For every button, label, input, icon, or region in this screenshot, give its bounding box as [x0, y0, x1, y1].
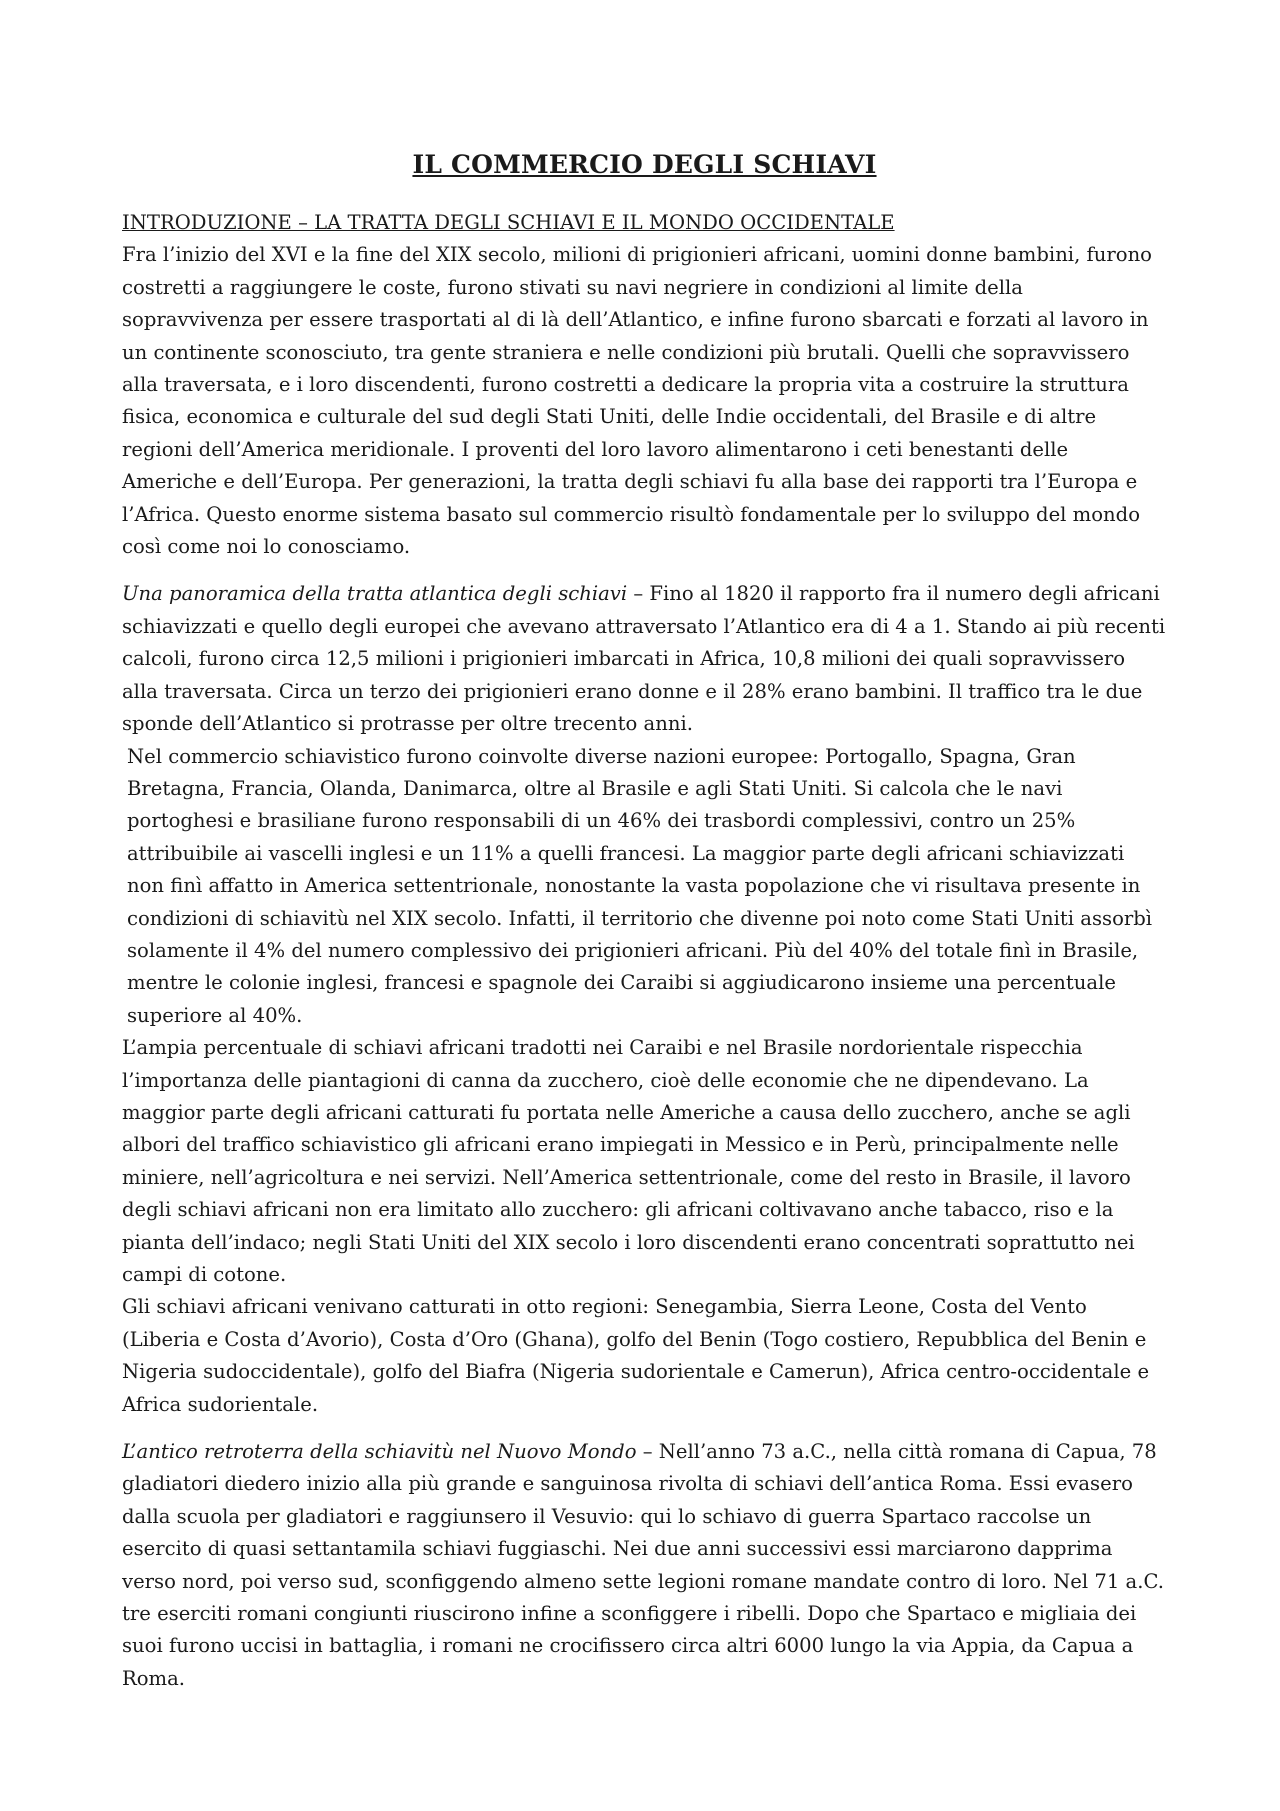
intro-paragraph: Fra l’inizio del XVI e la fine del XIX secolo, milioni di prigionieri africani, uomini donne bambini, furono costretti a raggiungere le coste, furono stivati su navi negriere in condizioni al limite della sopravvivenza per essere trasportati al di là dell’Atlantico, e infine furono sbarcati e forzati al lavoro in un continente sconosciuto, tra gente straniera e nelle condizioni più brutali. Quelli che sopravvissero alla traversata, e i loro discendenti, furono costretti a dedicare la propria vita a costruire la struttura fisica, economica e culturale del sud degli Stati Uniti, delle Indie occidentali, del Brasile e di altre regioni dell’America meridionale. I proventi del loro lavoro alimentarono i ceti benestanti delle Americhe e dell’Europa. Per generazioni, la tratta degli schiavi fu alla base dei rapporti tra l’Europa e l’Africa. Questo enorme sistema basato sul commercio risultò fondamentale per lo sviluppo del mondo così come noi lo conosciamo. [122, 243, 1152, 559]
overview-section [122, 578, 1167, 1421]
ancient-section [122, 1436, 1167, 1695]
intro-heading: INTRODUZIONE – LA TRATTA DEGLI SCHIAVI E IL MONDO OCCIDENTALE [122, 211, 895, 234]
overview-lead-text: – Fino al 1820 il rapporto fra il numero degli africani schiavizzati e quello degli europei che avevano attraversato l’Atlantico era di 4 a 1. Stando ai più recenti calcoli, furono circa 12,5 milioni i prigionieri imbarcati in Africa, 10,8 milioni dei quali sopravvissero alla traversata. Circa un terzo dei prigionieri erano donne e il 28% erano bambini. Il traffico tra le due sponde dell’Atlantico si protrasse per oltre trecento anni. [122, 582, 1166, 736]
overview-paragraph-2: Nel commercio schiavistico furono coinvolte diverse nazioni europee: Portogallo, Spagna, Gran Bretagna, Francia, Olanda, Danimarca, oltre al Brasile e agli Stati Uniti. Si calcola che le navi portoghesi e brasiliane furono responsabili di un 46% dei trasbordi complessivi, contro un 25% attribuibile ai vascelli inglesi e un 11% a quelli francesi. La maggior parte degli africani schiavizzati non finì affatto in America settentrionale, nonostante la vasta popolazione che vi risultava presente in condizioni di schiavitù nel XIX secolo. Infatti, il territorio che divenne poi noto come Stati Uniti assorbì solamente il 4% del numero complessivo dei prigionieri africani. Più del 40% del totale finì in Brasile, mentre le colonie inglesi, francesi e spagnole dei Caraibi si aggiudicarono insieme una percentuale superiore al 40%. [127, 744, 1153, 1027]
ancient-paragraph [122, 1436, 1167, 1695]
ancient-lead: L’antico retroterra della schiavitù nel Nuovo Mondo [122, 1440, 637, 1464]
document-page [122, 150, 1167, 1710]
intro-section [122, 207, 1167, 563]
ancient-lead-text: – Nell’anno 73 a.C., nella città romana di Capua, 78 gladiatori diedero inizio alla più grande e sanguinosa rivolta di schiavi dell’antica Roma. Essi evasero dalla scuola per gladiatori e raggiunsero il Vesuvio: qui lo schiavo di guerra Spartaco raccolse un esercito di quasi settantamila schiavi fuggiaschi. Nei due anni successivi essi marciarono dapprima verso nord, poi verso sud, sconfiggendo almeno sette legioni romane mandate contro di loro. Nel 71 a.C. tre eserciti romani congiunti riuscirono infine a sconfiggere i ribelli. Dopo che Spartaco e migliaia dei suoi furono uccisi in battaglia, i romani ne crocifissero circa altri 6000 lungo la via Appia, da Capua a Roma. [122, 1440, 1164, 1690]
overview-paragraph-3: L’ampia percentuale di schiavi africani tradotti nei Caraibi e nel Brasile nordorientale rispecchia l’importanza delle piantagioni di canna da zucchero, cioè delle economie che ne dipendevano. La maggior parte degli africani catturati fu portata nelle Americhe a causa dello zucchero, anche se agli albori del traffico schiavistico gli africani erano impiegati in Messico e in Perù, principalmente nelle miniere, nell’agricoltura e nei servizi. Nell’America settentrionale, come del resto in Brasile, il lavoro degli schiavi africani non era limitato allo zucchero: gli africani coltivavano anche tabacco, riso e la pianta dell’indaco; negli Stati Uniti del XIX secolo i loro discendenti erano concentrati soprattutto nei campi di cotone. [122, 1036, 1135, 1286]
overview-paragraph-1 [122, 578, 1167, 740]
overview-lead: Una panoramica della tratta atlantica degli schiavi [122, 582, 628, 606]
overview-paragraph-4: Gli schiavi africani venivano catturati in otto regioni: Senegambia, Sierra Leone, Costa del Vento (Liberia e Costa d’Avorio), Costa d’Oro (Ghana), golfo del Benin (Togo costiero, Repubblica del Benin e Nigeria sudoccidentale), golfo del Biafra (Nigeria sudorientale e Camerun), Africa centro-occidentale e Africa sudorientale. [122, 1295, 1150, 1416]
document-title: IL COMMERCIO DEGLI SCHIAVI [412, 150, 877, 179]
